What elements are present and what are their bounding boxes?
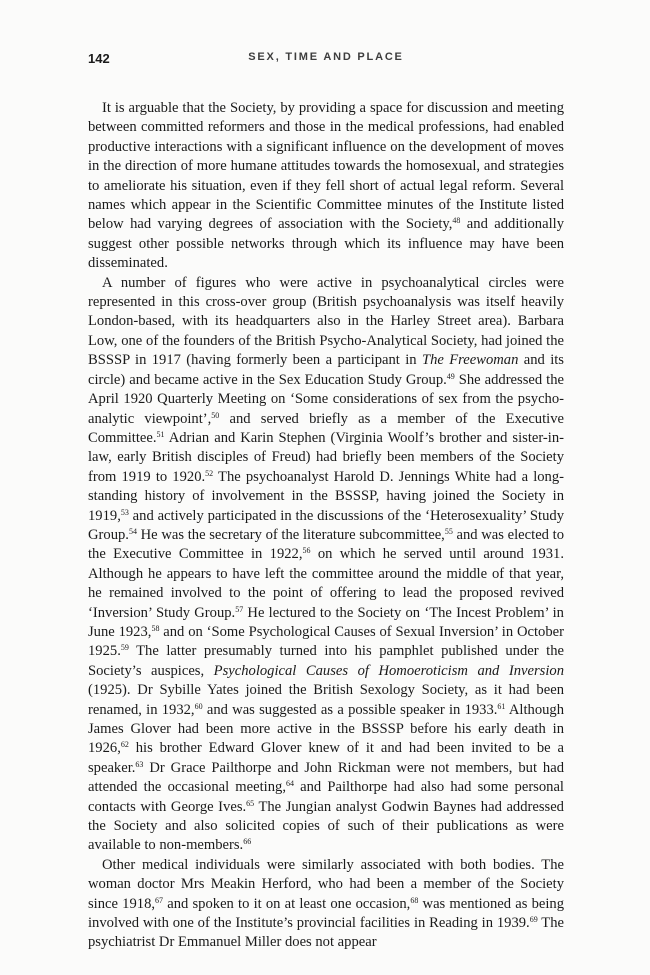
text-run: Although James Glover had been more active in the BSSSP before his early death in 1926, bbox=[88, 701, 565, 757]
footnote-marker: 57 bbox=[235, 604, 244, 614]
text-run: The psychiatrist Dr Emmanuel Miller does not appear bbox=[88, 915, 564, 951]
text-run: was mentioned as being involved with one of the Institute’s provincial facilities in Reading in 1939. bbox=[88, 895, 564, 932]
page-header bbox=[88, 51, 564, 71]
text-run: and served briefly as a member of the Executive Committee. bbox=[88, 410, 564, 446]
text-run: It is arguable that the Society, by providing a space for discussion and meeting between committed reformers and those in the medical professions, had enabled productive interactions with a significant influence on the development of moves in the direction of more humane attitudes towards the homosexual, and strategies to ameliorate his situation, even if they fell short of actual legal reform. Several names which appear in the Scientific Committee minutes of the Institute listed below had varying degrees of association with the Society, bbox=[88, 100, 564, 233]
footnote-marker: 52 bbox=[205, 468, 214, 478]
footnote-marker: 49 bbox=[446, 371, 455, 381]
text-run: The latter presumably turned into his pamphlet published under the Society’s auspices, bbox=[88, 643, 564, 679]
footnote-marker: 61 bbox=[497, 701, 506, 711]
text-run: The psychoanalyst Harold D. Jennings White had a long-standing history of involvement in the BSSSP, having joined the Society in 1919, bbox=[88, 468, 564, 524]
footnote-marker: 60 bbox=[194, 701, 203, 711]
footnote-marker: 51 bbox=[156, 429, 165, 439]
footnote-marker: 63 bbox=[135, 759, 144, 769]
footnote-marker: 59 bbox=[120, 643, 129, 653]
text-run: Dr Grace Pailthorpe and John Rickman were not members, but had attended the occasional meeting, bbox=[88, 759, 564, 796]
italic-title: The Freewoman bbox=[421, 352, 519, 369]
paragraph bbox=[88, 274, 564, 856]
footnote-marker: 67 bbox=[155, 895, 164, 905]
footnote-marker: 68 bbox=[410, 895, 419, 905]
paragraph bbox=[88, 99, 564, 274]
page-number: 142 bbox=[88, 51, 110, 66]
text-run: and was suggested as a possible speaker in 1933. bbox=[202, 701, 498, 718]
text-run: She addressed the April 1920 Quarterly Meeting on ‘Some considerations of sex from the psycho-analytic viewpoint’, bbox=[88, 371, 564, 427]
footnote-marker: 56 bbox=[302, 546, 311, 556]
text-run: and actively participated in the discussions of the ‘Heterosexuality’ Study Group. bbox=[88, 507, 564, 543]
text-run: He lectured to the Society on ‘The Incest Problem’ in June 1923, bbox=[88, 604, 564, 640]
text-run: and spoken to it on at least one occasion, bbox=[163, 895, 411, 912]
text-run: and additionally suggest other possible networks through which its influence may have been disseminated. bbox=[88, 216, 564, 272]
text-run: Other medical individuals were similarly associated with both bodies. The woman doctor Mrs Meakin Herford, who had been a member of the Society since 1918, bbox=[88, 856, 564, 912]
footnote-marker: 62 bbox=[120, 740, 129, 750]
footnote-marker: 55 bbox=[444, 526, 453, 536]
text-run: and its circle) and became active in the Sex Education Study Group. bbox=[88, 352, 564, 388]
footnote-marker: 65 bbox=[246, 798, 255, 808]
italic-title: Psychological Causes of Homoeroticism and Inversion bbox=[213, 662, 564, 679]
text-run: and Pailthorpe had also had some personal contacts with George Ives. bbox=[88, 779, 564, 815]
footnote-marker: 54 bbox=[128, 526, 137, 536]
footnote-marker: 58 bbox=[151, 623, 160, 633]
paragraph bbox=[88, 856, 564, 953]
text-run: The Jungian analyst Godwin Baynes had addressed the Society and also solicited copies of such of their publications as were available to non-members. bbox=[88, 798, 564, 854]
text-run: (1925). Dr Sybille Yates joined the British Sexology Society, as it had been renamed, in 1932, bbox=[88, 682, 564, 718]
footnote-marker: 64 bbox=[285, 779, 294, 789]
footnote-marker: 48 bbox=[452, 216, 461, 226]
footnote-marker: 50 bbox=[211, 410, 220, 420]
running-head: SEX, TIME AND PLACE bbox=[248, 51, 404, 63]
text-run: his brother Edward Glover knew of it and had been invited to be a speaker. bbox=[88, 740, 564, 776]
footnote-marker: 66 bbox=[243, 837, 252, 847]
text-run: He was the secretary of the literature subcommittee, bbox=[136, 526, 445, 543]
footnote-marker: 53 bbox=[120, 507, 129, 517]
text-run: Adrian and Karin Stephen (Virginia Woolf’s brother and sister-in-law, early British disciples of Freud) had briefly been members of the Society from 1919 to 1920. bbox=[88, 429, 564, 485]
text-run: and on ‘Some Psychological Causes of Sexual Inversion’ in October 1925. bbox=[88, 623, 564, 660]
text-run: A number of figures who were active in psychoanalytical circles were represented in this cross-over group (British psychoanalysis was itself heavily London-based, with its headquarters also in the Harley Street area). Barbara Low, one of the founders of the British Psycho-Analytical Society, had joined the BSSSP in 1917 (having formerly been a participant in bbox=[88, 274, 564, 369]
body-text bbox=[88, 99, 564, 953]
text-run: and was elected to the Executive Committee in 1922, bbox=[88, 526, 565, 563]
footnote-marker: 69 bbox=[529, 915, 538, 925]
text-run: on which he served until around 1931. Although he appears to have left the committee around the middle of that year, he remained involved to the point of offering to lead the proposed revived ‘Inversion’ Study Group. bbox=[88, 546, 565, 621]
